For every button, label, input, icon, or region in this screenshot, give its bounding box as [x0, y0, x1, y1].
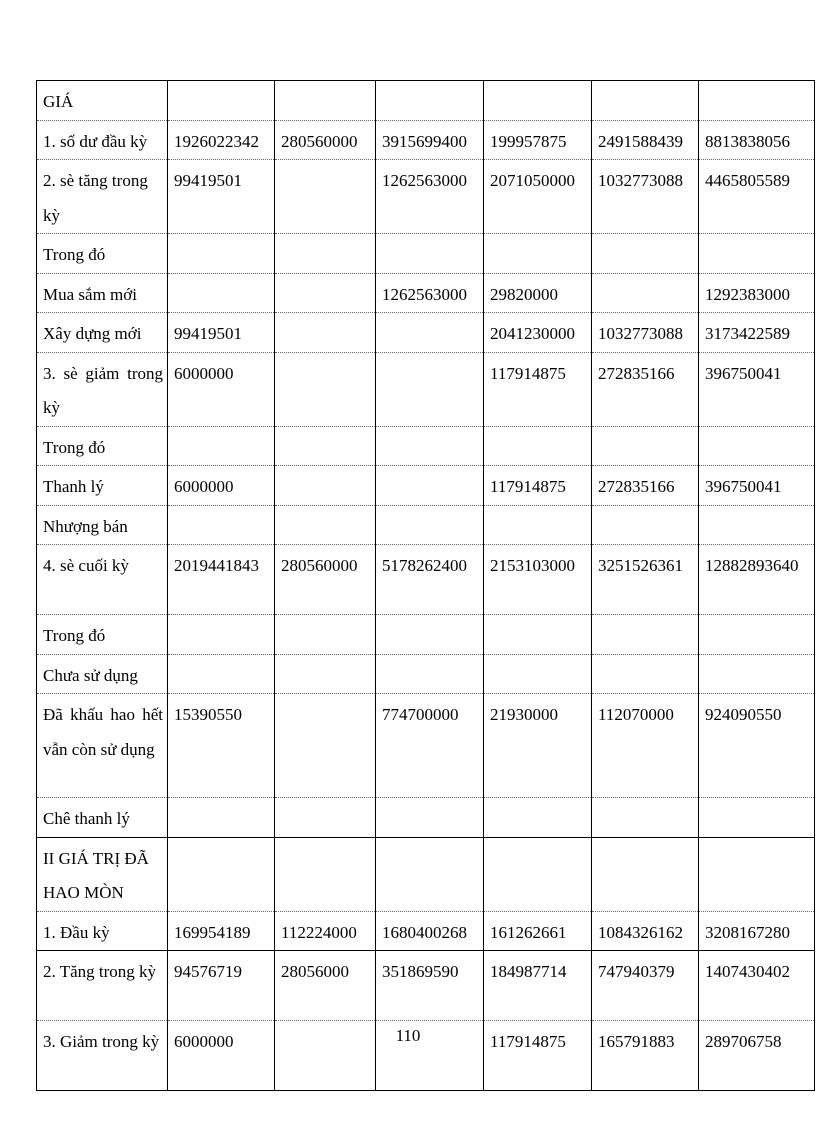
table-cell	[168, 837, 275, 911]
table-cell	[699, 426, 815, 466]
table-cell	[484, 654, 592, 694]
table-cell: 1926022342	[168, 120, 275, 160]
table-cell	[592, 615, 699, 655]
table-cell	[484, 615, 592, 655]
row-label: 2. sè tăng trong kỳ	[37, 160, 168, 234]
table-cell	[592, 505, 699, 545]
fixed-asset-table	[36, 80, 815, 1091]
table-cell	[168, 81, 275, 121]
row-label: 3. Giảm trong kỳ	[37, 1021, 168, 1091]
table-cell: 8813838056	[699, 120, 815, 160]
table-cell	[699, 837, 815, 911]
row-label: 3. sè giảm trong kỳ	[37, 352, 168, 426]
table-row	[37, 545, 815, 615]
table-row	[37, 160, 815, 234]
table-cell: 272835166	[592, 466, 699, 506]
table-cell: 165791883	[592, 1021, 699, 1091]
table-cell: 1262563000	[376, 273, 484, 313]
page-number: 110	[395, 1026, 421, 1045]
table-cell: 169954189	[168, 911, 275, 951]
table-row	[37, 505, 815, 545]
table-cell	[275, 81, 376, 121]
table-cell	[275, 466, 376, 506]
table-row	[37, 798, 815, 838]
table-cell	[376, 615, 484, 655]
table-cell: 5178262400	[376, 545, 484, 615]
table-cell	[592, 273, 699, 313]
row-label: Trong đó	[37, 234, 168, 274]
table-cell: 15390550	[168, 694, 275, 798]
table-cell	[168, 426, 275, 466]
table-cell: 6000000	[168, 466, 275, 506]
table-cell: 28056000	[275, 951, 376, 1021]
table-cell: 2153103000	[484, 545, 592, 615]
table-cell: 280560000	[275, 120, 376, 160]
table-cell	[168, 798, 275, 838]
table-cell	[592, 798, 699, 838]
row-label: Mua sắm mới	[37, 273, 168, 313]
table-cell	[376, 837, 484, 911]
table-cell	[699, 615, 815, 655]
table-cell: 4465805589	[699, 160, 815, 234]
table-cell: 21930000	[484, 694, 592, 798]
table-cell: 117914875	[484, 466, 592, 506]
table-cell: 184987714	[484, 951, 592, 1021]
table-cell: 1292383000	[699, 273, 815, 313]
table-cell: 2491588439	[592, 120, 699, 160]
table-cell	[592, 837, 699, 911]
row-label: Chê thanh lý	[37, 798, 168, 838]
table-row	[37, 615, 815, 655]
table-row	[37, 694, 815, 798]
table-cell: 1262563000	[376, 160, 484, 234]
row-label: GIÁ	[37, 81, 168, 121]
table-cell: 396750041	[699, 352, 815, 426]
table-row	[37, 273, 815, 313]
row-label: II GIÁ TRỊ ĐÃ HAO MÒN	[37, 837, 168, 911]
table-row	[37, 81, 815, 121]
table-row	[37, 120, 815, 160]
table-cell	[275, 160, 376, 234]
row-label: Nhượng bán	[37, 505, 168, 545]
table-cell	[376, 426, 484, 466]
table-cell: 112070000	[592, 694, 699, 798]
table-row	[37, 352, 815, 426]
table-cell	[376, 81, 484, 121]
table-cell	[484, 505, 592, 545]
table-cell: 1680400268	[376, 911, 484, 951]
table-cell: 2041230000	[484, 313, 592, 353]
table-cell	[484, 81, 592, 121]
table-cell: 280560000	[275, 545, 376, 615]
table-cell	[275, 654, 376, 694]
table-cell: 1084326162	[592, 911, 699, 951]
table-cell: 3173422589	[699, 313, 815, 353]
table-cell	[275, 426, 376, 466]
row-label: Xây dựng mới	[37, 313, 168, 353]
table-cell: 29820000	[484, 273, 592, 313]
table-row	[37, 911, 815, 951]
table-cell	[592, 426, 699, 466]
table-cell	[376, 352, 484, 426]
table-cell: 1032773088	[592, 160, 699, 234]
table-row	[37, 654, 815, 694]
table-cell	[484, 837, 592, 911]
table-cell	[484, 426, 592, 466]
table-cell	[275, 694, 376, 798]
table-cell	[275, 234, 376, 274]
table-cell: 6000000	[168, 1021, 275, 1091]
table-cell	[592, 81, 699, 121]
table-cell	[699, 654, 815, 694]
table-cell	[275, 837, 376, 911]
row-label: Chưa sử dụng	[37, 654, 168, 694]
table-cell	[592, 234, 699, 274]
table-cell: 774700000	[376, 694, 484, 798]
table-cell	[275, 273, 376, 313]
table-cell: 2071050000	[484, 160, 592, 234]
table-cell	[168, 654, 275, 694]
table-cell: 924090550	[699, 694, 815, 798]
table-cell: 1407430402	[699, 951, 815, 1021]
table-cell	[484, 234, 592, 274]
table-cell	[275, 798, 376, 838]
row-label: 2. Tăng trong kỳ	[37, 951, 168, 1021]
table-cell: 112224000	[275, 911, 376, 951]
table-cell: 272835166	[592, 352, 699, 426]
table-cell: 3251526361	[592, 545, 699, 615]
table-cell: 199957875	[484, 120, 592, 160]
table-cell	[699, 234, 815, 274]
table-cell: 6000000	[168, 352, 275, 426]
table-cell	[168, 615, 275, 655]
table-cell	[592, 654, 699, 694]
table-cell: 12882893640	[699, 545, 815, 615]
row-label: 1. số dư đầu kỳ	[37, 120, 168, 160]
row-label: Đã khấu hao hết vẫn còn sử dụng	[37, 694, 168, 798]
table-cell: 161262661	[484, 911, 592, 951]
table-cell: 117914875	[484, 352, 592, 426]
row-label: Thanh lý	[37, 466, 168, 506]
table-cell	[699, 505, 815, 545]
table-row	[37, 313, 815, 353]
table-cell	[168, 273, 275, 313]
table-cell	[168, 505, 275, 545]
table-cell: 99419501	[168, 313, 275, 353]
table-cell	[168, 234, 275, 274]
table-row	[37, 951, 815, 1021]
table-row	[37, 837, 815, 911]
row-label: 1. Đầu kỳ	[37, 911, 168, 951]
table-cell: 3208167280	[699, 911, 815, 951]
row-label: 4. sè cuối kỳ	[37, 545, 168, 615]
table-cell: 94576719	[168, 951, 275, 1021]
table-cell: 747940379	[592, 951, 699, 1021]
table-row	[37, 466, 815, 506]
table-cell: 1032773088	[592, 313, 699, 353]
table-cell	[484, 798, 592, 838]
table-cell: 351869590	[376, 951, 484, 1021]
table-cell	[275, 505, 376, 545]
table-cell	[699, 798, 815, 838]
table-cell: 99419501	[168, 160, 275, 234]
table-row	[37, 234, 815, 274]
table-cell	[376, 654, 484, 694]
table-cell: 117914875	[484, 1021, 592, 1091]
row-label: Trong đó	[37, 615, 168, 655]
row-label: Trong đó	[37, 426, 168, 466]
table-cell	[376, 466, 484, 506]
table-cell	[376, 505, 484, 545]
table-cell: 396750041	[699, 466, 815, 506]
table-cell	[376, 234, 484, 274]
table-cell	[275, 615, 376, 655]
table-row	[37, 426, 815, 466]
table-cell: 3915699400	[376, 120, 484, 160]
table-cell	[376, 798, 484, 838]
table-cell	[275, 313, 376, 353]
table-cell: 289706758	[699, 1021, 815, 1091]
table-cell	[275, 352, 376, 426]
table-cell	[699, 81, 815, 121]
table-cell: 2019441843	[168, 545, 275, 615]
table-cell	[376, 313, 484, 353]
